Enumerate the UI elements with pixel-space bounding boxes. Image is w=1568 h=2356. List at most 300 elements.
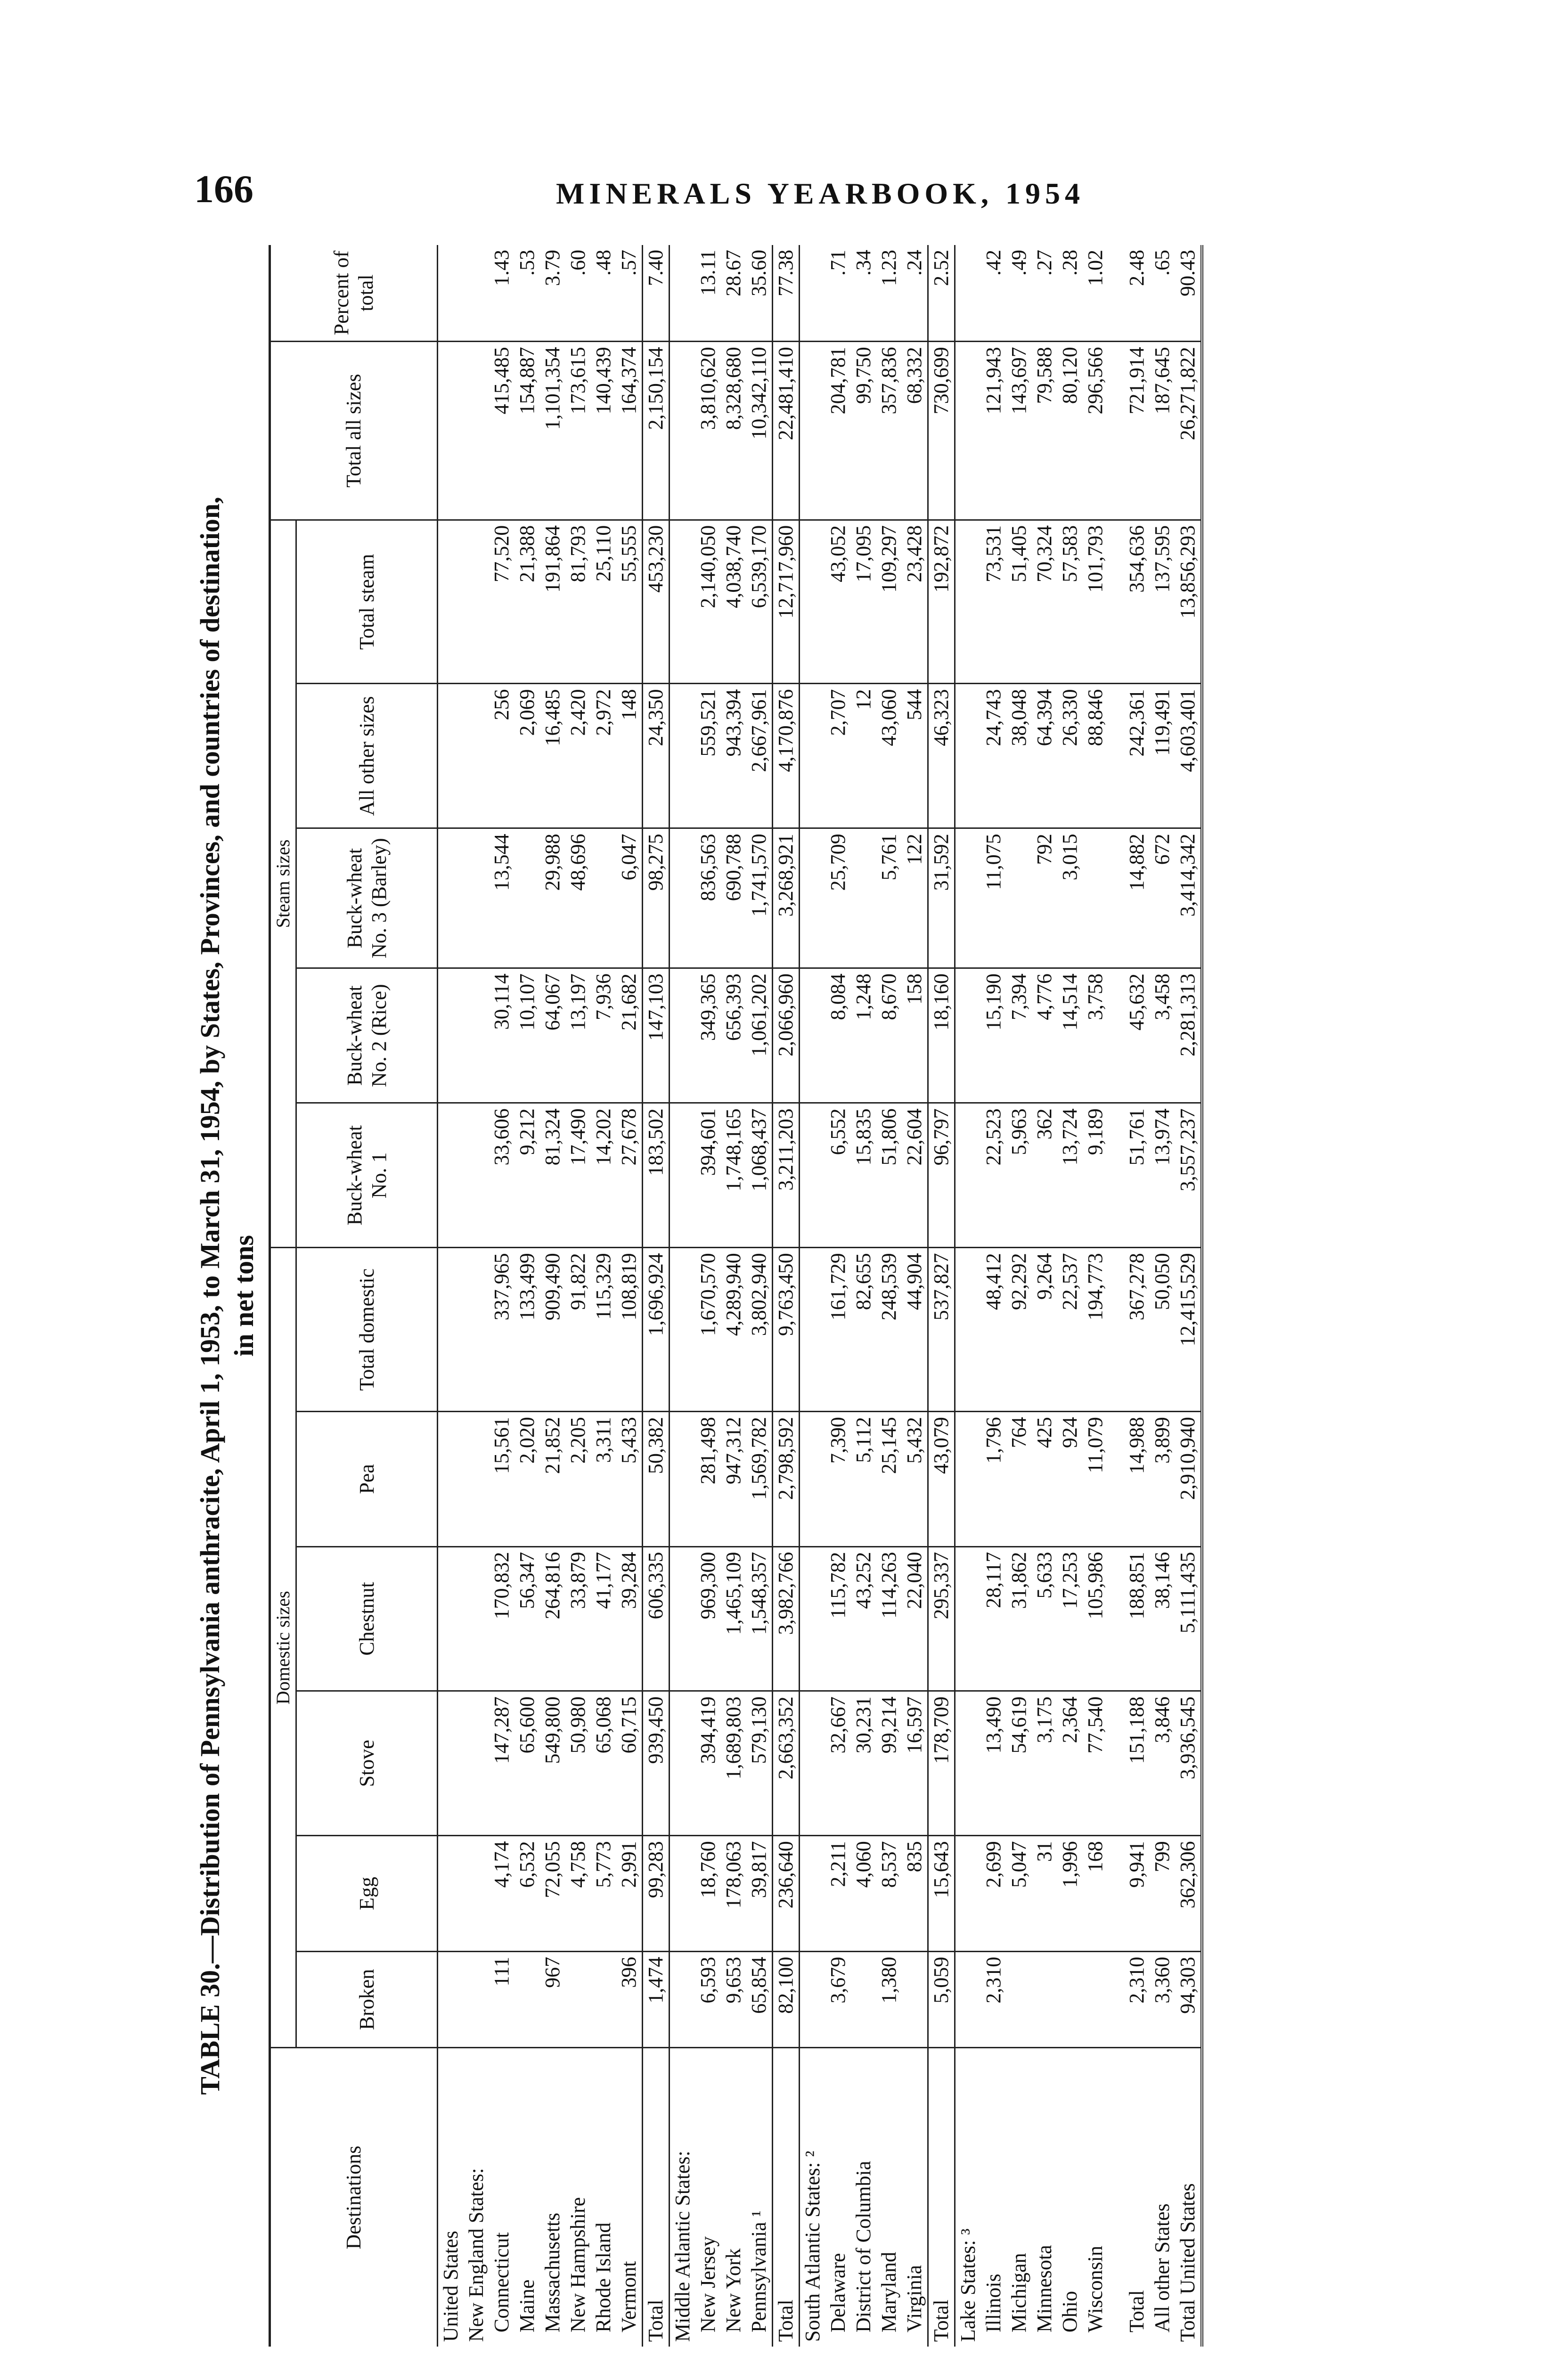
value-cell: 2,020 <box>514 1412 540 1546</box>
value-cell: 25,110 <box>591 520 616 684</box>
value-cell: 77,540 <box>1083 1691 1108 1836</box>
value-cell: 3,211,203 <box>773 1103 800 1248</box>
value-cell: 690,788 <box>721 828 746 968</box>
value-cell: 3,360 <box>1150 1951 1175 2048</box>
value-cell <box>464 1836 489 1951</box>
value-cell: 1,748,165 <box>721 1103 746 1248</box>
value-cell <box>670 1103 696 1248</box>
value-cell <box>1057 1951 1083 2048</box>
value-cell: 1,670,570 <box>695 1248 721 1412</box>
value-cell: 82,655 <box>851 1248 876 1412</box>
value-cell: .28 <box>1057 245 1083 342</box>
value-cell: 2,150,154 <box>643 342 670 520</box>
value-cell: 77.38 <box>773 245 800 342</box>
value-cell: 148 <box>616 684 643 828</box>
destination-cell: New Hampshire <box>566 2197 589 2332</box>
value-cell <box>1108 1546 1124 1691</box>
value-cell: 1,569,782 <box>746 1412 773 1546</box>
value-cell: 65,854 <box>746 1951 773 2048</box>
destination-cell: Total <box>643 2048 670 2347</box>
value-cell <box>800 684 826 828</box>
value-cell: 38,146 <box>1150 1546 1175 1691</box>
value-cell: 337,965 <box>489 1248 514 1412</box>
value-cell: 14,514 <box>1057 968 1083 1103</box>
value-cell: 187,645 <box>1150 342 1175 520</box>
value-cell: 1,796 <box>981 1412 1006 1546</box>
value-cell: 3,311 <box>591 1412 616 1546</box>
value-cell: 16,597 <box>902 1691 928 1836</box>
value-cell: 39,284 <box>616 1546 643 1691</box>
destination-cell: Total <box>1125 2290 1148 2332</box>
value-cell <box>800 828 826 968</box>
value-cell <box>1108 1836 1124 1951</box>
value-cell: 1,380 <box>876 1951 902 2048</box>
value-cell: 22,604 <box>902 1103 928 1248</box>
value-cell: 98,275 <box>643 828 670 968</box>
value-cell: 5,112 <box>851 1412 876 1546</box>
value-cell: 12,717,960 <box>773 520 800 684</box>
value-cell: 2.48 <box>1124 245 1150 342</box>
value-cell: 24,743 <box>981 684 1006 828</box>
value-cell: 158 <box>902 968 928 1103</box>
value-cell <box>438 520 464 684</box>
value-cell: 17,253 <box>1057 1546 1083 1691</box>
value-cell: 1,061,202 <box>746 968 773 1103</box>
value-cell: 394,601 <box>695 1103 721 1248</box>
destination-cell: Ohio <box>1058 2291 1081 2332</box>
value-cell <box>464 1691 489 1836</box>
value-cell: 2,364 <box>1057 1691 1083 1836</box>
table-row <box>876 245 902 2347</box>
value-cell <box>464 684 489 828</box>
value-cell: 349,365 <box>695 968 721 1103</box>
value-cell: 3.79 <box>540 245 565 342</box>
table-row <box>721 245 746 2347</box>
value-cell: 43,252 <box>851 1546 876 1691</box>
destination-cell: All other States <box>1151 2203 1174 2332</box>
value-cell: 14,882 <box>1124 828 1150 968</box>
value-cell <box>800 1691 826 1836</box>
value-cell: 236,640 <box>773 1836 800 1951</box>
value-cell: 191,864 <box>540 520 565 684</box>
value-cell: 192,872 <box>928 520 955 684</box>
value-cell: 178,063 <box>721 1836 746 1951</box>
group-header-steam: Steam sizes <box>270 520 296 1248</box>
value-cell <box>800 1836 826 1951</box>
value-cell: 68,332 <box>902 342 928 520</box>
value-cell: 396 <box>616 1951 643 2048</box>
value-cell: 29,988 <box>540 828 565 968</box>
value-cell: 256 <box>489 684 514 828</box>
value-cell: 5,059 <box>928 1951 955 2048</box>
destination-cell: Connecticut <box>490 2232 513 2332</box>
value-cell: 8,328,680 <box>721 342 746 520</box>
destination-cell: District of Columbia <box>852 2160 875 2332</box>
value-cell: 137,595 <box>1150 520 1175 684</box>
value-cell <box>1108 1951 1124 2048</box>
value-cell: 92,292 <box>1006 1248 1032 1412</box>
value-cell <box>800 342 826 520</box>
value-cell: 26,330 <box>1057 684 1083 828</box>
value-cell: 2,699 <box>981 1836 1006 1951</box>
value-cell: 3,846 <box>1150 1691 1175 1836</box>
value-cell <box>1108 520 1124 684</box>
value-cell: 544 <box>902 684 928 828</box>
value-cell: 1,474 <box>643 1951 670 2048</box>
value-cell: .49 <box>1006 245 1032 342</box>
col-header-stove: Stove <box>296 1691 438 1836</box>
value-cell <box>514 1951 540 2048</box>
value-cell <box>1108 828 1124 968</box>
value-cell: 3,936,545 <box>1175 1691 1202 1836</box>
total-row <box>773 245 800 2347</box>
value-cell: 111 <box>489 1951 514 2048</box>
value-cell: 38,048 <box>1006 684 1032 828</box>
value-cell: 6,047 <box>616 828 643 968</box>
value-cell: 55,555 <box>616 520 643 684</box>
value-cell: 50,980 <box>565 1691 591 1836</box>
value-cell: 672 <box>1150 828 1175 968</box>
value-cell: .71 <box>825 245 851 342</box>
value-cell: 46,323 <box>928 684 955 828</box>
value-cell: 9,763,450 <box>773 1248 800 1412</box>
value-cell: 11,075 <box>981 828 1006 968</box>
value-cell: 54,619 <box>1006 1691 1032 1836</box>
value-cell: 1,068,437 <box>746 1103 773 1248</box>
value-cell: 44,904 <box>902 1248 928 1412</box>
value-cell: 11,079 <box>1083 1412 1108 1546</box>
value-cell: 1,696,924 <box>643 1248 670 1412</box>
table-row <box>1150 245 1175 2347</box>
value-cell: 6,552 <box>825 1103 851 1248</box>
value-cell: 43,079 <box>928 1412 955 1546</box>
value-cell <box>438 1412 464 1546</box>
value-cell: 5,633 <box>1032 1546 1057 1691</box>
value-cell: 835 <box>902 1836 928 1951</box>
value-cell <box>670 342 696 520</box>
value-cell: 5,761 <box>876 828 902 968</box>
destination-cell: Minnesota <box>1033 2245 1056 2332</box>
value-cell: 362,306 <box>1175 1836 1202 1951</box>
value-cell: 3,679 <box>825 1951 851 2048</box>
value-cell: 21,388 <box>514 520 540 684</box>
value-cell: 168 <box>1083 1836 1108 1951</box>
value-cell: 15,190 <box>981 968 1006 1103</box>
table-row <box>1108 245 1124 2347</box>
destination-cell: Vermont <box>617 2261 640 2332</box>
value-cell: 70,324 <box>1032 520 1057 684</box>
value-cell: 21,852 <box>540 1412 565 1546</box>
value-cell: 2,991 <box>616 1836 643 1951</box>
value-cell: 15,835 <box>851 1103 876 1248</box>
destination-cell: United States <box>439 2231 462 2342</box>
value-cell: 2,663,352 <box>773 1691 800 1836</box>
value-cell <box>955 684 981 828</box>
value-cell <box>1108 1103 1124 1248</box>
value-cell: 2,910,940 <box>1175 1412 1202 1546</box>
value-cell <box>464 245 489 342</box>
value-cell <box>565 1951 591 2048</box>
value-cell: 24,350 <box>643 684 670 828</box>
value-cell: 6,532 <box>514 1836 540 1951</box>
value-cell: 99,283 <box>643 1836 670 1951</box>
destination-cell: Lake States: ³ <box>956 2228 980 2342</box>
table-row <box>1083 245 1108 2347</box>
value-cell: 39,817 <box>746 1836 773 1951</box>
value-cell: 1,248 <box>851 968 876 1103</box>
value-cell: 194,773 <box>1083 1248 1108 1412</box>
table-row <box>514 245 540 2347</box>
value-cell: 147,287 <box>489 1691 514 1836</box>
value-cell: 7,394 <box>1006 968 1032 1103</box>
value-cell <box>464 968 489 1103</box>
destination-cell: Illinois <box>982 2274 1005 2332</box>
value-cell: 18,760 <box>695 1836 721 1951</box>
value-cell: 26,271,822 <box>1175 342 1202 520</box>
value-cell: 33,879 <box>565 1546 591 1691</box>
value-cell: 22,040 <box>902 1546 928 1691</box>
value-cell: 2.52 <box>928 245 955 342</box>
table-row <box>616 245 643 2347</box>
value-cell: 367,278 <box>1124 1248 1150 1412</box>
col-header-destinations: Destinations <box>270 2048 438 2347</box>
value-cell: 143,697 <box>1006 342 1032 520</box>
value-cell <box>955 828 981 968</box>
value-cell: 96,797 <box>928 1103 955 1248</box>
value-cell <box>464 1248 489 1412</box>
value-cell: 4,038,740 <box>721 520 746 684</box>
value-cell <box>851 828 876 968</box>
value-cell: .53 <box>514 245 540 342</box>
value-cell: 99,214 <box>876 1691 902 1836</box>
section-row <box>955 245 981 2347</box>
value-cell <box>955 968 981 1103</box>
value-cell: 967 <box>540 1951 565 2048</box>
value-cell: 48,696 <box>565 828 591 968</box>
table-row <box>1175 245 1202 2347</box>
table-row <box>1032 245 1057 2347</box>
value-cell: 18,160 <box>928 968 955 1103</box>
value-cell: 109,297 <box>876 520 902 684</box>
value-cell: 45,632 <box>1124 968 1150 1103</box>
value-cell: 3,899 <box>1150 1412 1175 1546</box>
value-cell: 82,100 <box>773 1951 800 2048</box>
value-cell: 1,741,570 <box>746 828 773 968</box>
value-cell <box>464 828 489 968</box>
value-cell: 51,761 <box>1124 1103 1150 1248</box>
value-cell <box>438 828 464 968</box>
value-cell: 30,114 <box>489 968 514 1103</box>
value-cell: 188,851 <box>1124 1546 1150 1691</box>
value-cell: 99,750 <box>851 342 876 520</box>
value-cell <box>438 1951 464 2048</box>
destination-cell: Rhode Island <box>592 2222 615 2332</box>
value-cell: 15,643 <box>928 1836 955 1951</box>
value-cell: 27,678 <box>616 1103 643 1248</box>
value-cell <box>438 1248 464 1412</box>
value-cell: 32,667 <box>825 1691 851 1836</box>
value-cell: 2,066,960 <box>773 968 800 1103</box>
value-cell <box>1108 1691 1124 1836</box>
value-cell: 9,941 <box>1124 1836 1150 1951</box>
value-cell: 4,060 <box>851 1836 876 1951</box>
value-cell: 57,583 <box>1057 520 1083 684</box>
col-header-all-other: All other sizes <box>296 684 438 828</box>
value-cell: 3,810,620 <box>695 342 721 520</box>
destination-cell: South Atlantic States: ² <box>801 2151 824 2342</box>
table-row <box>825 245 851 2347</box>
value-cell: 3,458 <box>1150 968 1175 1103</box>
value-cell <box>851 1951 876 2048</box>
value-cell: 5,047 <box>1006 1836 1032 1951</box>
value-cell <box>464 1103 489 1248</box>
value-cell: 31,592 <box>928 828 955 968</box>
value-cell: 21,682 <box>616 968 643 1103</box>
value-cell: 105,986 <box>1083 1546 1108 1691</box>
value-cell: 5,773 <box>591 1836 616 1951</box>
table-row <box>981 245 1006 2347</box>
value-cell: 792 <box>1032 828 1057 968</box>
value-cell: 2,140,050 <box>695 520 721 684</box>
value-cell: 537,827 <box>928 1248 955 1412</box>
value-cell: 77,520 <box>489 520 514 684</box>
value-cell <box>955 1951 981 2048</box>
value-cell <box>955 1248 981 1412</box>
value-cell <box>800 520 826 684</box>
value-cell: .65 <box>1150 245 1175 342</box>
col-header-total-domestic: Total domestic <box>296 1248 438 1412</box>
value-cell <box>1108 245 1124 342</box>
value-cell: 122 <box>902 828 928 968</box>
value-cell: 559,521 <box>695 684 721 828</box>
value-cell <box>902 1951 928 2048</box>
table-title-line-1: TABLE 30.—Distribution of Pennsylvania anthracite, April 1, 1953, to March 31, 1954, by States, Provinces, and countries of destination, <box>195 497 225 2095</box>
value-cell <box>1006 828 1032 968</box>
value-cell: .34 <box>851 245 876 342</box>
value-cell: 79,588 <box>1032 342 1057 520</box>
value-cell: 2,205 <box>565 1412 591 1546</box>
value-cell: 22,523 <box>981 1103 1006 1248</box>
value-cell: 23,428 <box>902 520 928 684</box>
destination-cell: Michigan <box>1007 2253 1030 2332</box>
value-cell: 17,490 <box>565 1103 591 1248</box>
value-cell: 50,382 <box>643 1412 670 1546</box>
value-cell: 549,800 <box>540 1691 565 1836</box>
section-row <box>670 245 696 2347</box>
col-header-broken: Broken <box>296 1951 438 2048</box>
value-cell <box>438 342 464 520</box>
value-cell <box>1083 828 1108 968</box>
value-cell: 164,374 <box>616 342 643 520</box>
value-cell: 2,069 <box>514 684 540 828</box>
value-cell <box>1083 1951 1108 2048</box>
value-cell: .57 <box>616 245 643 342</box>
value-cell: 13,544 <box>489 828 514 968</box>
value-cell: 5,111,435 <box>1175 1546 1202 1691</box>
value-cell: 836,563 <box>695 828 721 968</box>
destination-cell: Total <box>773 2048 800 2347</box>
value-cell: 943,394 <box>721 684 746 828</box>
value-cell: 25,145 <box>876 1412 902 1546</box>
table-title-line-2: in net tons <box>229 1235 259 1357</box>
value-cell: 8,084 <box>825 968 851 1103</box>
group-header-domestic: Domestic sizes <box>270 1248 296 2048</box>
value-cell: 248,539 <box>876 1248 902 1412</box>
value-cell: 5,963 <box>1006 1103 1032 1248</box>
value-cell: 924 <box>1057 1412 1083 1546</box>
value-cell: 13,856,293 <box>1175 520 1202 684</box>
value-cell: 7,390 <box>825 1412 851 1546</box>
total-row <box>928 245 955 2347</box>
value-cell: 1.23 <box>876 245 902 342</box>
value-cell: 119,491 <box>1150 684 1175 828</box>
value-cell: 764 <box>1006 1412 1032 1546</box>
value-cell: 7,936 <box>591 968 616 1103</box>
value-cell <box>464 520 489 684</box>
value-cell: 2,972 <box>591 684 616 828</box>
value-cell: 281,498 <box>695 1412 721 1546</box>
value-cell: 2,310 <box>1124 1951 1150 2048</box>
table-title <box>193 245 261 2347</box>
value-cell: 9,212 <box>514 1103 540 1248</box>
value-cell <box>464 1412 489 1546</box>
value-cell <box>670 1412 696 1546</box>
value-cell <box>670 968 696 1103</box>
value-cell: 10,107 <box>514 968 540 1103</box>
value-cell: 362 <box>1032 1103 1057 1248</box>
value-cell: 56,347 <box>514 1546 540 1691</box>
value-cell: 133,499 <box>514 1248 540 1412</box>
value-cell: 2,707 <box>825 684 851 828</box>
destination-cell <box>1108 2048 1124 2347</box>
table-row <box>746 245 773 2347</box>
table-row <box>1124 245 1150 2347</box>
value-cell <box>955 1546 981 1691</box>
value-cell: 204,781 <box>825 342 851 520</box>
value-cell: 2,281,313 <box>1175 968 1202 1103</box>
value-cell <box>670 520 696 684</box>
value-cell: 415,485 <box>489 342 514 520</box>
value-cell: 14,988 <box>1124 1412 1150 1546</box>
value-cell <box>464 1546 489 1691</box>
value-cell <box>438 1691 464 1836</box>
value-cell <box>800 1412 826 1546</box>
value-cell: 3,414,342 <box>1175 828 1202 968</box>
value-cell: 354,636 <box>1124 520 1150 684</box>
value-cell <box>1108 684 1124 828</box>
value-cell: 4,603,401 <box>1175 684 1202 828</box>
value-cell: 170,832 <box>489 1546 514 1691</box>
value-cell: 2,798,592 <box>773 1412 800 1546</box>
value-cell: 13.11 <box>695 245 721 342</box>
value-cell: 3,982,766 <box>773 1546 800 1691</box>
value-cell: 3,557,237 <box>1175 1103 1202 1248</box>
value-cell: .42 <box>981 245 1006 342</box>
value-cell: 173,615 <box>565 342 591 520</box>
value-cell: 16,485 <box>540 684 565 828</box>
value-cell: 108,819 <box>616 1248 643 1412</box>
value-cell: 121,943 <box>981 342 1006 520</box>
destination-cell: Massachusetts <box>541 2212 564 2332</box>
value-cell: 799 <box>1150 1836 1175 1951</box>
value-cell: 13,197 <box>565 968 591 1103</box>
value-cell: 7.40 <box>643 245 670 342</box>
value-cell: 30,231 <box>851 1691 876 1836</box>
value-cell: 8,537 <box>876 1836 902 1951</box>
value-cell <box>438 245 464 342</box>
destination-cell: New England States: <box>465 2168 488 2342</box>
value-cell: 264,816 <box>540 1546 565 1691</box>
